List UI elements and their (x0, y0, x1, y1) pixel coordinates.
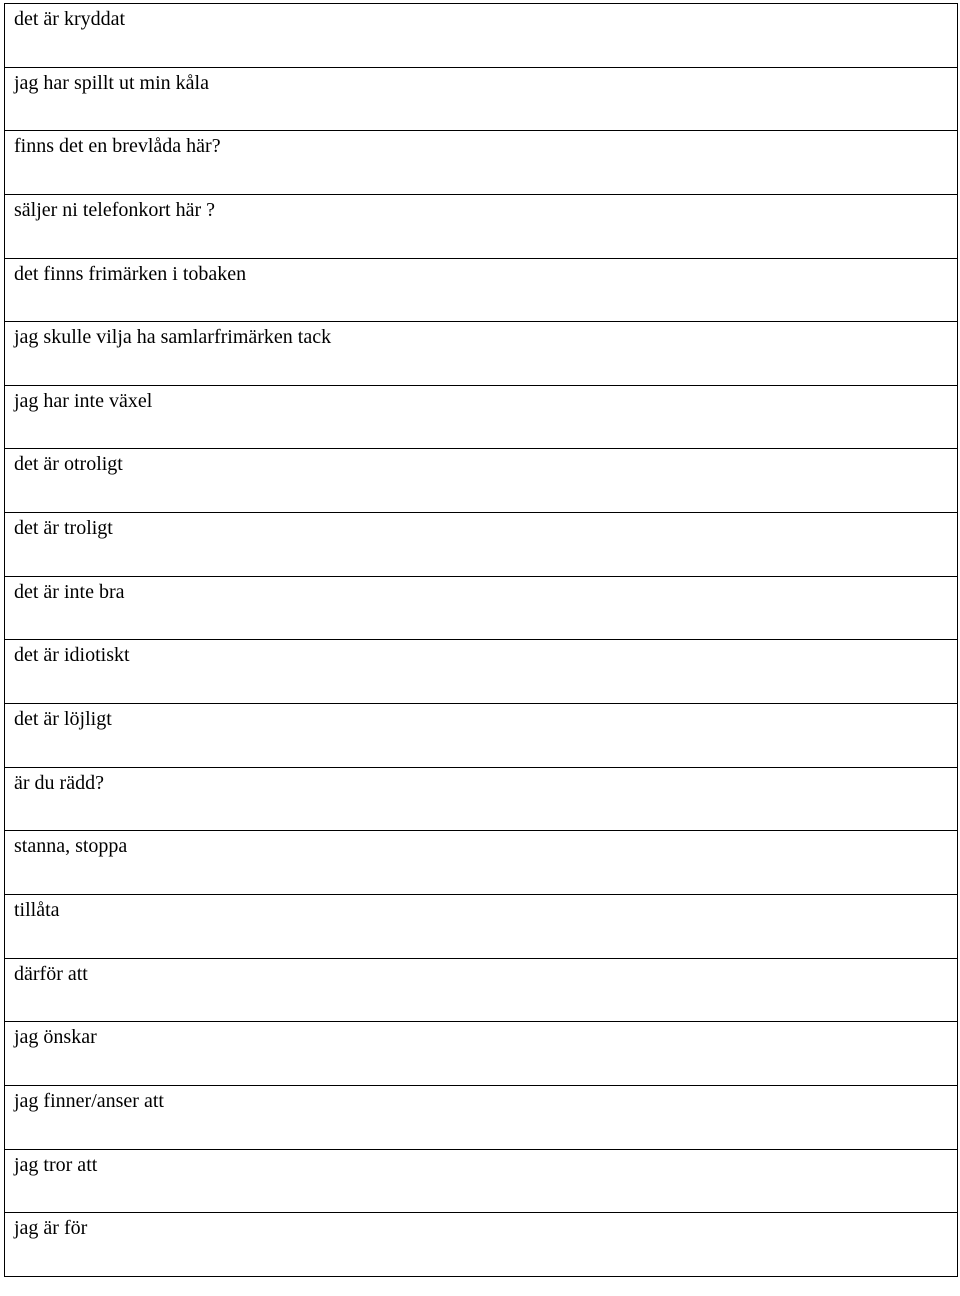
table-cell (5, 1213, 958, 1277)
phrase-text: jag har spillt ut min kåla (14, 71, 209, 94)
table-row (5, 958, 958, 1022)
table-row (5, 576, 958, 640)
phrase-text: det är kryddat (14, 8, 126, 30)
table-cell (5, 258, 958, 322)
phrase-text: det är löjligt (14, 708, 112, 731)
phrase-text: det är inte bra (14, 580, 125, 603)
table-row (5, 767, 958, 831)
phrase-text: jag är för (14, 1217, 88, 1240)
phrase-text: är du rädd? (14, 771, 104, 794)
phrase-text: tillåta (14, 898, 60, 921)
table-row (5, 4, 958, 68)
phrase-text: det är idiotiskt (14, 644, 130, 667)
table-row (5, 322, 958, 386)
table-cell (5, 385, 958, 449)
table-row (5, 640, 958, 704)
table-row (5, 831, 958, 895)
table-cell (5, 1149, 958, 1213)
table-cell (5, 513, 958, 577)
phrase-text: jag tror att (14, 1153, 98, 1176)
table-row (5, 704, 958, 768)
table-row (5, 1085, 958, 1149)
phrase-text: jag har inte växel (14, 389, 153, 412)
phrase-table (4, 3, 958, 1277)
phrase-text: jag önskar (14, 1026, 97, 1049)
table-row (5, 1149, 958, 1213)
table-cell (5, 131, 958, 195)
table-row (5, 131, 958, 195)
table-row (5, 385, 958, 449)
table-cell (5, 640, 958, 704)
phrase-text: stanna, stoppa (14, 835, 128, 858)
table-cell (5, 4, 958, 68)
table-row (5, 1022, 958, 1086)
table-cell (5, 322, 958, 386)
phrase-text: jag skulle vilja ha samlarfrimärken tack (14, 326, 332, 349)
table-row (5, 513, 958, 577)
table-row (5, 194, 958, 258)
table-cell (5, 67, 958, 131)
phrase-text: det finns frimärken i tobaken (14, 262, 247, 285)
phrase-text: jag finner/anser att (14, 1089, 164, 1112)
table-cell (5, 576, 958, 640)
table-cell (5, 1085, 958, 1149)
table-cell (5, 767, 958, 831)
table-row (5, 1213, 958, 1277)
table-row (5, 894, 958, 958)
phrase-text: finns det en brevlåda här? (14, 135, 221, 158)
phrase-text: det är otroligt (14, 453, 123, 476)
table-cell (5, 449, 958, 513)
phrase-text: därför att (14, 962, 88, 985)
phrase-text: det är troligt (14, 517, 113, 540)
table-cell (5, 894, 958, 958)
table-cell (5, 1022, 958, 1086)
phrase-table-body (5, 4, 958, 1277)
phrase-text: säljer ni telefonkort här ? (14, 198, 216, 221)
table-row (5, 449, 958, 513)
table-row (5, 67, 958, 131)
table-row (5, 258, 958, 322)
table-cell (5, 704, 958, 768)
table-cell (5, 958, 958, 1022)
table-cell (5, 831, 958, 895)
table-cell (5, 194, 958, 258)
